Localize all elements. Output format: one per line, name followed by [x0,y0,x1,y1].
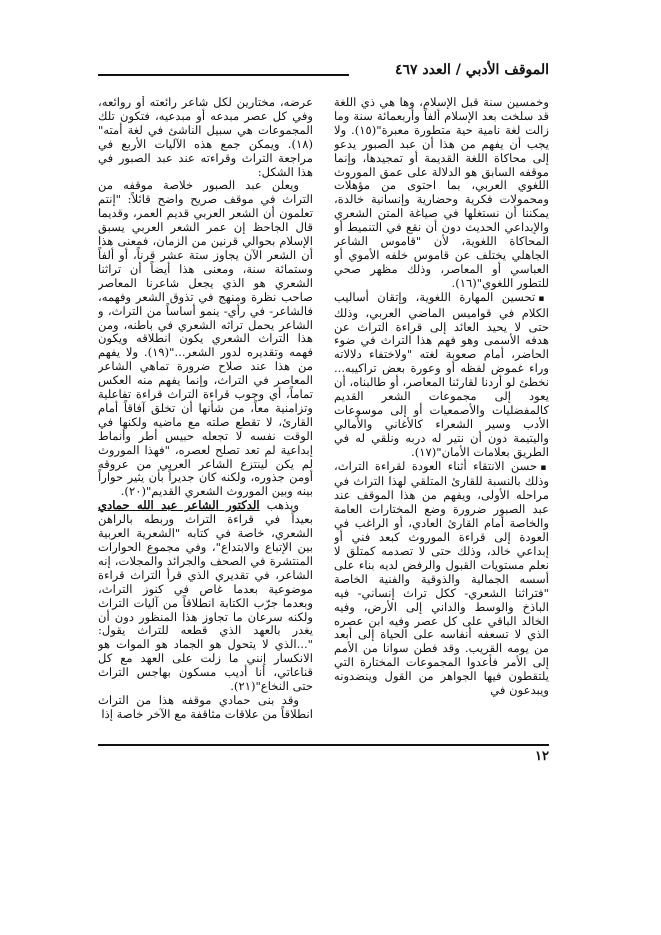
paragraph: وخمسين سنة قبل الإسلام، وها هي ذي اللغة قد سلخت بعد الإسلام ألفاً وأربعمائة سنة وما زالت لغة نامية حية متطورة معبرة"(١٥). ولا يجب أن يفهم من هذا أن عبد الصبور يدعو إلى محاكاة اللغة القديمة أو تمجيدها، وإنما موقفه السابق هو الدلالة على عمق الموروث اللغوي العربي، بما احتوى من مؤهلات ومحمولات فكرية وحضارية وإنسانية خالدة، يمكننا أن نستغلها في صياغة المتن الشعري والإبداعي الحديث دون أن نقع في التنميط أو المحاكاة اللغوية، لأن "قاموس الشاعر الجاهلي يختلف عن قاموس خلفه الأموي أو العباسي أو المعاصر، وذلك مظهر صحي للتطور اللغوي"(١٦). [334,96,549,290]
paragraph: ويذهب الدكتور الشاعر عبد الله حمادي بعيداً في قراءة التراث وربطه بالراهن الشعري، خاصة في كتابه "الشعرية العربية بين الإتباع والابتداع"، وفي مجموع الحوارات المنتشرة في الصحف والجرائد والمجلات، إنه الشاعر، في تقديري الذي قرأ التراث قراءة موضوعية بعدما غاص في كنوز التراث، وبعدما جرّب الكتابة انطلاقاً من آليات التراث ولكنه سرعان ما تجاوز هذا المنظور دون أن يغدر بالعهد الذي قطعه للتراث يقول: "...الذي لا يتحول هو الجماد هو الموات هو الانكسار إنني ما زلت على العهد مع كل قناعاتي، أنا أديب مسكون بهاجس التراث حتى النخاع"(٢١). [98,498,313,694]
right-column [334,96,549,736]
paragraph: ويعلن عبد الصبور خلاصة موقفه من التراث في موقف صريح واضح قائلاً: "إنتم تعلمون أن الشعر العربي قديم العمر، وقديما قال الجاحظ إن عمر الشعر العربي يسبق الإسلام بحوالي قرنين من الزمان، فمعنى هذا أن الشعر الآن يجاوز ستة عشر قرناً، أو ألفاً وستمائة سنة، ومعنى هذا أيضاً أن تراثنا الشعري هو الذي يجعل شاعرنا المعاصر صاحب نظرة ومنهج في تذوق الشعر وفهمه، فالشاعر- في رأي- ينمو أساساً من التراث، و الشاعر يحمل تراثه الشعري في باطنه، ومن هذا التراث الشعري يكون انطلاقه ويكون فهمه وتقديره لدور الشعر..."(١٩). ولا يفهم من هذا عند صلاح ضرورة تماهي الشاعر المعاصر في التراث، وإنما يفهم منه العكس تماماً، أي وجوب قراءة التراث قراءة تفاعلية وتزامنية معاً، من شأنها أن تخلق آفاقاً أمام القارئ، لا تقطع صلته مع ماضيه ولكنها في الوقت نفسه لا تجعله حبيس أطر وأنماط إبداعية لم تعد تصلح لعصره، "فهذا الموروث لم يكن لينتزع الشاعر العربي من عروقه أومن جذوره، ولكنه كان جديراً بأن يثير حواراً بينه وبين الموروث الشعري القديم"(٢٠). [98,178,313,499]
bullet-paragraph: ▪ حسن الانتقاء أثناء العودة لقراءة التراث، وذلك بالنسبة للقارئ المتلقي لهذا التراث في مراحله الأولى، ويفهم من هذا الموقف عند عبد الصبور ضرورة وضع المختارات العامة والخاصة أمام القارئ العادي، أو الراغب في العودة إلى قراءة الموروث كبعد فني أو إبداعي خالد، وذلك حتى لا تصدمه كمتلق لا نعلم مستويات القبول والرفض لديه بناء على أسسه الجمالية والذوقية والفنية الخاصة "فتراثنا الشعري- ككل تراث إنساني- فيه الباذخ والوسط والداني إلى الأرض، وفيه الخالد الباقي على كل عصر وفيه ابن عصره الذي لا تسعفه أنفاسه على الحياة إلى أبعد من يومه القريب. وقد فطن سوانا من الأمم إلى الأمر فأعدوا المجموعات المختارة التي يلتقطون فيها الجواهر من القول وينضدونه ويبدعون في [334,460,549,698]
bullet-paragraph: ▪ تحسين المهارة اللغوية، وإتقان أساليب الكلام في قواميس الماضي العربي، وذلك حتى لا يحيد العائد إلى قراءة التراث عن هدفه الأسمى وهو فهم هذا التراث في ضوء الحاضر، أمام صعوبة لغته "ولاختفاء دلالاته وراء غموض لفظه أو وعورة بعض تراكيبه... نخطئ لو أردنا لقارئنا المعاصر، أو طالبناه، أن يعود إلى مجموعات الشعر القديم كالمفضليات والأصمعيات أو إلى موسوعات الأدب وسير الشعراء كالأغاني والأمالي واليتيمة دون أن نتير له دربه ونلقي له في الطريق بعلامات الأمان"(١٧). [334,291,549,460]
footer-rule [98,744,549,746]
header-rule [98,74,349,76]
page-header [98,62,549,84]
journal-title: الموقف الأدبي / العدد ٤٦٧ [394,62,549,78]
paragraph: عرضه، مختارين لكل شاعر رائعته أو روائعه، وفي كل عصر مبدعه أو مبدعيه، فتكون تلك المجموعات هي سبيل الناشئ في لغة أمته"(١٨). ويمكن جمع هذه الآليات الأربع في مراجعة التراث وقراءته عند عبد الصبور في هذا الشكل: [98,96,313,179]
paragraph: وقد بنى حمادي موقفه هذا من التراث انطلاقاً من علاقات مثاقفة مع الآخر خاصة إذا [98,692,313,721]
author-name: الدكتور الشاعر عبد الله حمادي [98,498,260,513]
page-number: ١٢ [535,749,549,764]
left-column [98,96,313,736]
text-columns [98,96,549,736]
